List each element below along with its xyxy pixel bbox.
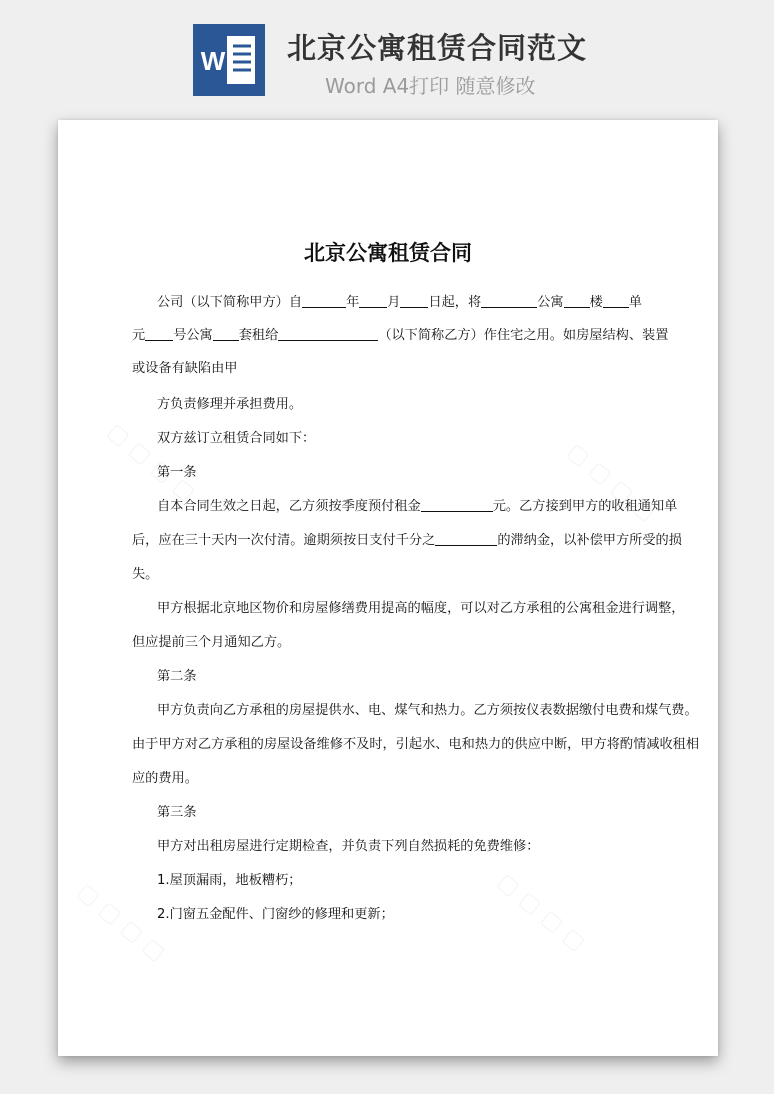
paragraph-line: 方负责修理并承担费用。 <box>157 397 303 412</box>
paragraph-line: 甲方负责向乙方承租的房屋提供水、电、煤气和热力。乙方须按仪表数据缴付电费和煤气费。 <box>157 703 698 718</box>
list-item: 2.门窗五金配件、门窗纱的修理和更新； <box>157 907 394 922</box>
document-page <box>58 120 718 1056</box>
paragraph-line: 由于甲方对乙方承租的房屋设备维修不及时，引起水、电和热力的供应中断，甲方将酌情减收租相 <box>132 737 700 752</box>
section-heading: 第一条 <box>157 465 197 480</box>
paragraph-line: 甲方根据北京地区物价和房屋修缮费用提高的幅度，可以对乙方承租的公寓租金进行调整， <box>157 601 685 616</box>
paragraph-line: 甲方对出租房屋进行定期检查，并负责下列自然损耗的免费维修： <box>157 839 540 854</box>
paragraph-line: 或设备有缺陷由甲 <box>132 361 238 376</box>
paragraph-line: 但应提前三个月通知乙方。 <box>132 635 291 650</box>
watermark <box>492 869 589 956</box>
paragraph-line: 元 号公寓 套租给 （以下简称乙方）作住宅之用。如房屋结构、装置 <box>132 328 669 343</box>
paragraph-line: 双方兹订立租赁合同如下： <box>157 431 316 446</box>
word-icon-letter: W <box>200 46 226 76</box>
paragraph-line: 失。 <box>132 567 159 582</box>
paragraph-line: 公司（以下简称甲方）自 年 月 日起，将 公寓 楼 单 <box>157 295 642 310</box>
banner-subtitle: Word A4打印 随意修改 <box>325 74 536 98</box>
paragraph-line: 自本合同生效之日起，乙方须按季度预付租金 元。乙方接到甲方的收租通知单 <box>157 499 678 514</box>
document-title: 北京公寓租赁合同 <box>304 241 472 265</box>
watermark <box>72 879 169 966</box>
list-item: 1.屋顶漏雨，地板糟朽； <box>157 873 302 888</box>
banner <box>0 0 774 108</box>
section-heading: 第二条 <box>157 669 197 684</box>
banner-title: 北京公寓租赁合同范文 <box>287 31 588 65</box>
paragraph-line: 后，应在三十天内一次付清。逾期须按日支付千分之 的滞纳金，以补偿甲方所受的损 <box>132 533 682 548</box>
section-heading: 第三条 <box>157 805 197 820</box>
word-document-icon <box>193 24 265 96</box>
paragraph-line: 应的费用。 <box>132 771 198 786</box>
